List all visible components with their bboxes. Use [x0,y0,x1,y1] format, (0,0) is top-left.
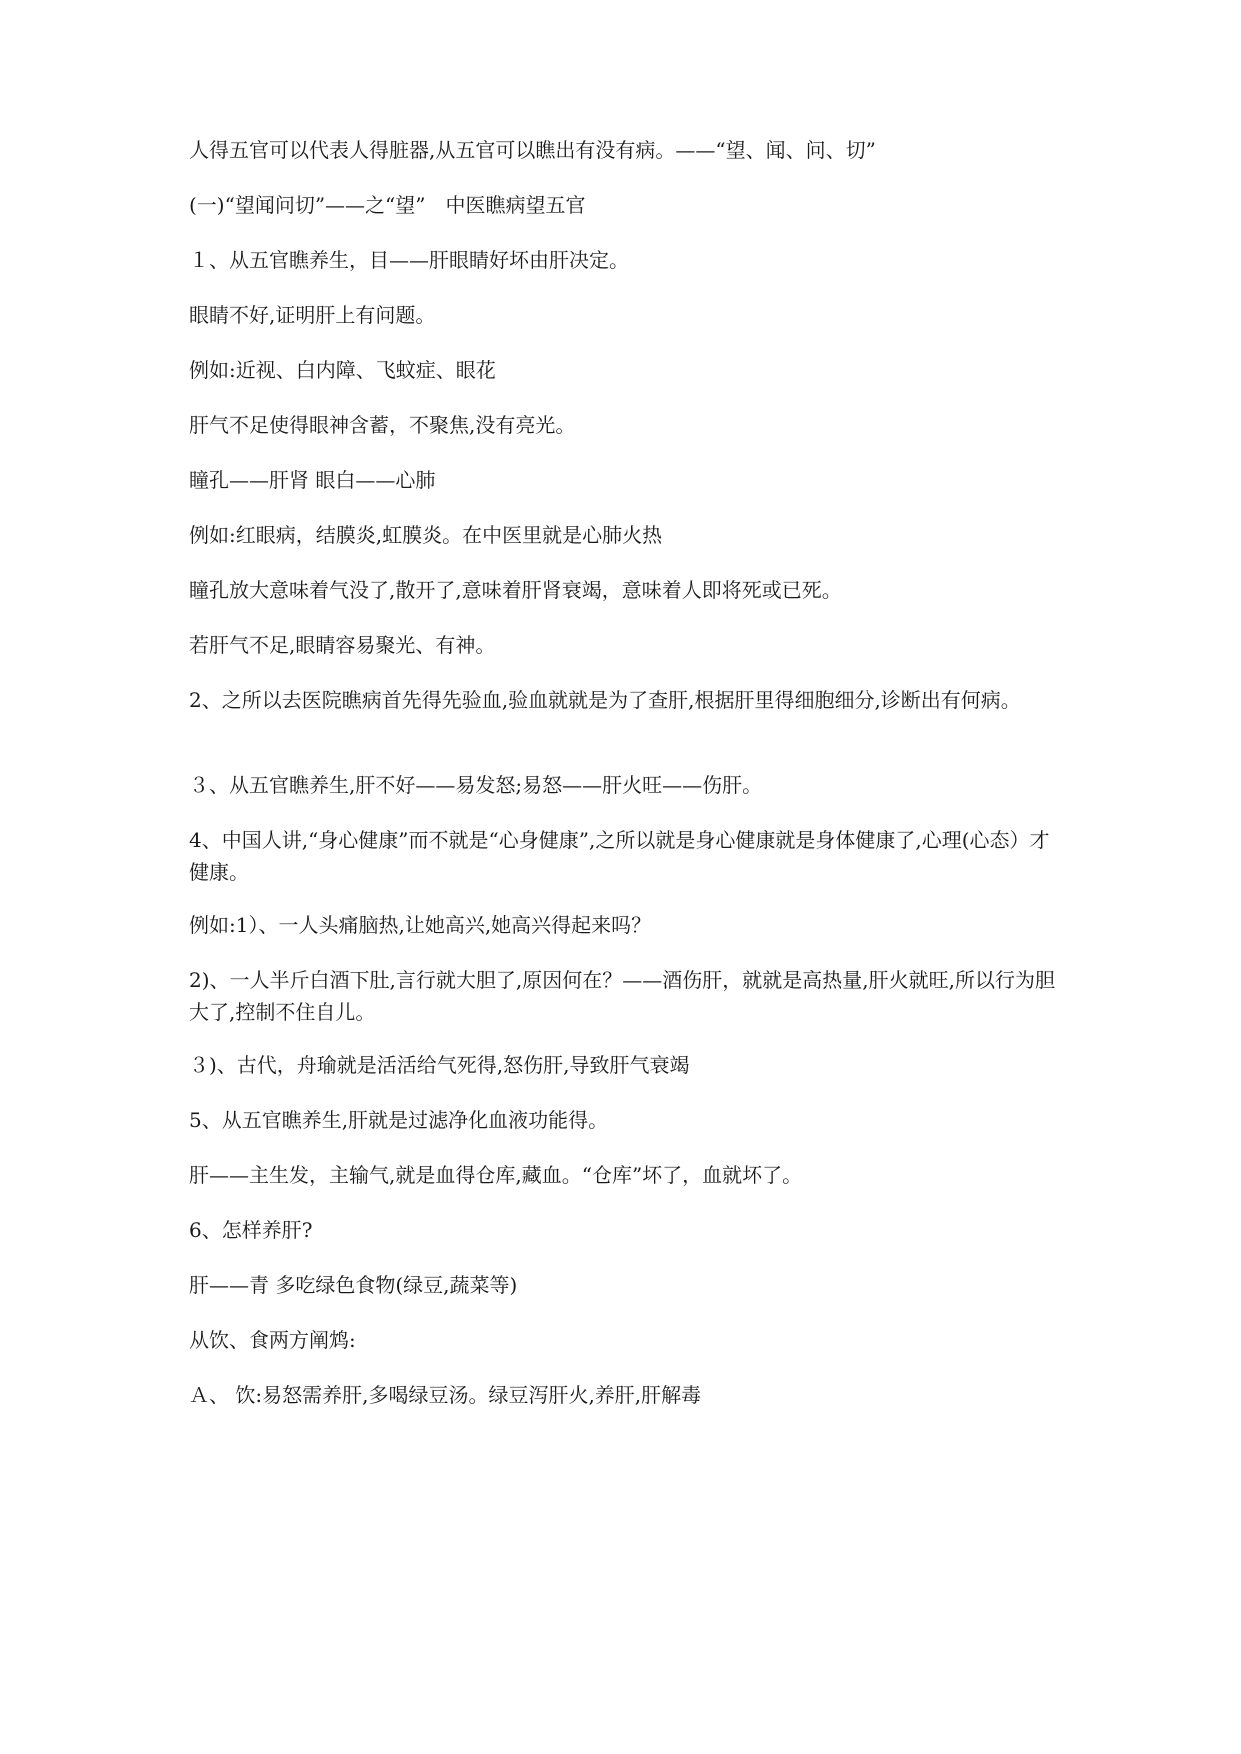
paragraph: 例如:近视、白内障、飞蚊症、眼花 [189,358,496,382]
paragraph: 6、怎样养肝? [189,1218,313,1242]
paragraph: Ａ、 饮:易怒需养肝,多喝绿豆汤。绿豆泻肝火,养肝,肝解毒 [189,1383,702,1407]
paragraph: ３)、古代，舟瑜就是活活给气死得,怒伤肝,导致肝气衰竭 [189,1053,690,1077]
paragraph: 肝——主生发，主输气,就是血得仓库,藏血。“仓库”坏了，血就坏了。 [189,1163,803,1187]
paragraph: 例如:1）、一人头痛脑热,让她高兴,她高兴得起来吗？ [189,913,652,937]
section-heading: (一)“望闻问切”——之“望” 中医瞧病望五官 [189,193,586,217]
paragraph: ３、从五官瞧养生,肝不好——易发怒;易怒——肝火旺——伤肝。 [189,773,763,797]
paragraph: 瞳孔——肝肾 眼白——心肺 [189,468,436,492]
paragraph: 肝气不足使得眼神含蓄，不聚焦,没有亮光。 [189,413,576,437]
paragraph: 瞳孔放大意味着气没了,散开了,意味着肝肾衰竭，意味着人即将死或已死。 [189,578,842,602]
paragraph: 若肝气不足,眼睛容易聚光、有神。 [189,633,496,657]
paragraph: 4、中国人讲,“身心健康”而不就是“心身健康”,之所以就是身心健康就是身体健康了,心理(心态）才健康。 [189,828,1050,884]
paragraph: １、从五官瞧养生，目——肝眼睛好坏由肝决定。 [189,248,629,272]
paragraph: 例如:红眼病，结膜炎,虹膜炎。在中医里就是心肺火热 [189,523,663,547]
paragraph: 眼睛不好,证明肝上有问题。 [189,303,436,327]
paragraph-intro: 人得五官可以代表人得脏器,从五官可以瞧出有没有病。——“望、闻、问、切” [189,138,876,162]
paragraph: 5、从五官瞧养生,肝就是过滤净化血液功能得。 [189,1108,609,1132]
paragraph: 从饮、食两方阐鸩: [189,1328,356,1352]
paragraph: 肝——青 多吃绿色食物(绿豆,蔬菜等) [189,1273,518,1297]
paragraph: 2)、一人半斤白酒下肚,言行就大胆了,原因何在？——酒伤肝，就就是高热量,肝火就旺,所以行为胆大了,控制不住自儿。 [189,968,1055,1024]
paragraph: 2、之所以去医院瞧病首先得先验血,验血就就是为了查肝,根据肝里得细胞细分,诊断出有何病。 [189,688,1021,712]
